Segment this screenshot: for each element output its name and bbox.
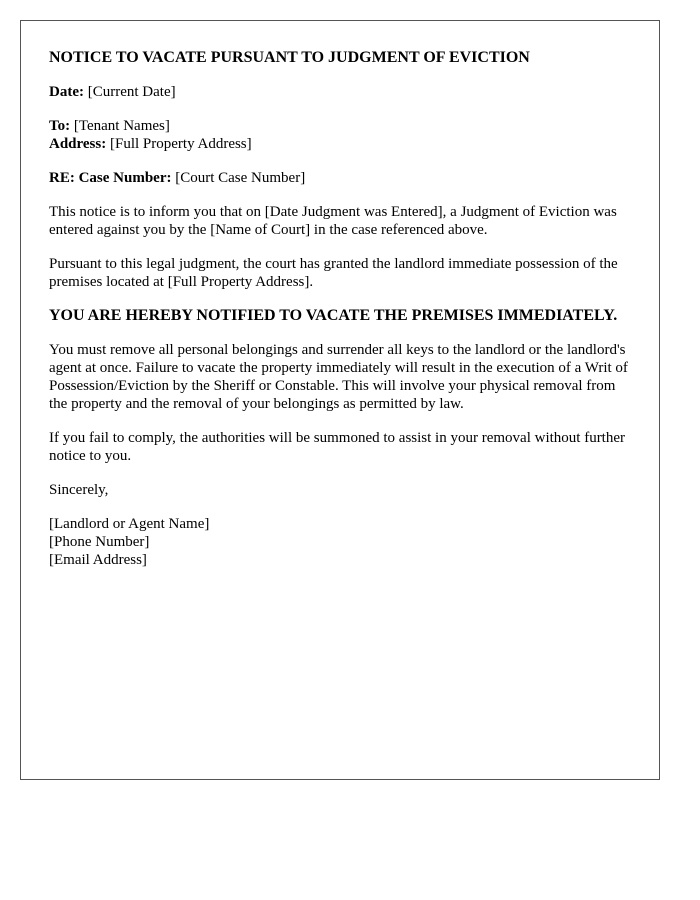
to-line (49, 117, 631, 135)
address-line (49, 135, 631, 153)
date-value: [Current Date] (83, 84, 176, 100)
address-label: Address: (49, 136, 107, 152)
vacate-notice-heading: YOU ARE HEREBY NOTIFIED TO VACATE THE PREMISES IMMEDIATELY. (49, 307, 618, 324)
closing: Sincerely, (49, 482, 109, 498)
address-value: [Full Property Address] (106, 136, 252, 152)
recipient-block (49, 117, 631, 153)
case-number-label: RE: Case Number: (49, 170, 172, 186)
signature-phone: [Phone Number] (49, 534, 150, 550)
case-number-value: [Court Case Number] (171, 170, 306, 186)
paragraph-judgment: This notice is to inform you that on [Date Judgment was Entered], a Judgment of Eviction was entered against you by the [Name of Court] in the case referenced above. (49, 204, 617, 238)
signature-name: [Landlord or Agent Name] (49, 516, 210, 532)
to-value: [Tenant Names] (70, 118, 170, 134)
to-label: To: (49, 118, 71, 134)
paragraph-possession: Pursuant to this legal judgment, the court has granted the landlord immediate possession of the premises located at [Full Property Address]. (49, 256, 618, 290)
paragraph-consequences: If you fail to comply, the authorities will be summoned to assist in your removal without further notice to you. (49, 430, 626, 464)
date-label: Date: (49, 84, 84, 100)
signature-email: [Email Address] (49, 552, 147, 568)
document-title: NOTICE TO VACATE PURSUANT TO JUDGMENT OF EVICTION (49, 49, 530, 66)
date-line (49, 83, 631, 101)
case-number-line (49, 169, 631, 187)
document-page (20, 20, 660, 780)
signature-block (49, 515, 631, 569)
paragraph-requirements: You must remove all personal belongings and surrender all keys to the landlord or the landlord's agent at once. Failure to vacate the property immediately will result in the execution of a Writ of Possession/Eviction by the Sheriff or Constable. This will involve your physical removal from the property and the removal of your belongings as permitted by law. (49, 342, 628, 412)
